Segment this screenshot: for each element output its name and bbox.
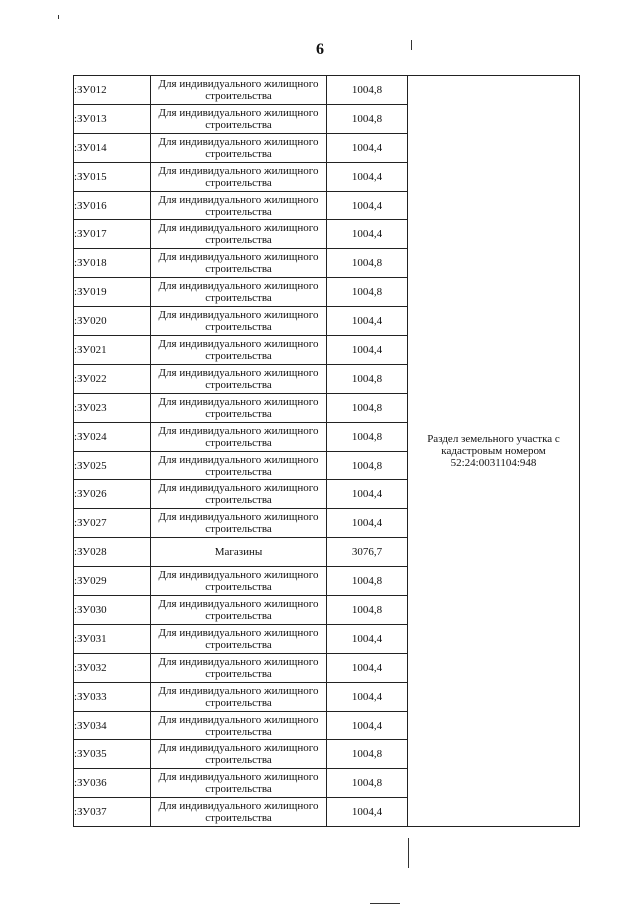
plot-id-cell: :ЗУ015 xyxy=(74,162,151,191)
area-cell: 1004,4 xyxy=(327,307,408,336)
land-use-cell: Для индивидуального жилищного строительства xyxy=(151,596,327,625)
plot-id-cell: :ЗУ016 xyxy=(74,191,151,220)
land-use-cell: Для индивидуального жилищного строительства xyxy=(151,220,327,249)
page-number: 6 xyxy=(316,41,324,58)
plot-id-cell: :ЗУ017 xyxy=(74,220,151,249)
land-use-cell: Для индивидуального жилищного строительства xyxy=(151,567,327,596)
land-use-cell: Для индивидуального жилищного строительства xyxy=(151,307,327,336)
area-cell: 1004,4 xyxy=(327,336,408,365)
area-cell: 1004,8 xyxy=(327,249,408,278)
plot-id-cell: :ЗУ033 xyxy=(74,682,151,711)
land-use-cell: Для индивидуального жилищного строительства xyxy=(151,191,327,220)
scan-mark xyxy=(408,838,409,868)
plot-id-cell: :ЗУ026 xyxy=(74,480,151,509)
area-cell: 1004,4 xyxy=(327,191,408,220)
land-use-cell: Для индивидуального жилищного строительства xyxy=(151,480,327,509)
land-use-cell: Для индивидуального жилищного строительства xyxy=(151,653,327,682)
area-cell: 1004,4 xyxy=(327,653,408,682)
scan-mark xyxy=(58,15,59,19)
scan-mark xyxy=(370,903,400,904)
area-cell: 1004,8 xyxy=(327,76,408,105)
table-body xyxy=(74,76,580,827)
area-cell: 1004,8 xyxy=(327,596,408,625)
plot-id-cell: :ЗУ020 xyxy=(74,307,151,336)
plot-id-cell: :ЗУ024 xyxy=(74,422,151,451)
plot-id-cell: :ЗУ030 xyxy=(74,596,151,625)
land-use-cell: Для индивидуального жилищного строительства xyxy=(151,393,327,422)
land-use-cell: Магазины xyxy=(151,538,327,567)
plot-id-cell: :ЗУ021 xyxy=(74,336,151,365)
area-cell: 1004,8 xyxy=(327,278,408,307)
plot-id-cell: :ЗУ037 xyxy=(74,798,151,827)
area-cell: 1004,4 xyxy=(327,509,408,538)
plot-id-cell: :ЗУ027 xyxy=(74,509,151,538)
plot-id-cell: :ЗУ035 xyxy=(74,740,151,769)
plot-id-cell: :ЗУ022 xyxy=(74,364,151,393)
table-row xyxy=(74,76,580,105)
land-use-cell: Для индивидуального жилищного строительства xyxy=(151,711,327,740)
parcel-note-cell: Раздел земельного участка с кадастровым номером 52:24:0031104:948 xyxy=(408,76,580,827)
area-cell: 1004,8 xyxy=(327,422,408,451)
land-use-cell: Для индивидуального жилищного строительства xyxy=(151,278,327,307)
plot-id-cell: :ЗУ023 xyxy=(74,393,151,422)
land-use-cell: Для индивидуального жилищного строительства xyxy=(151,624,327,653)
land-use-cell: Для индивидуального жилищного строительства xyxy=(151,104,327,133)
area-cell: 1004,4 xyxy=(327,480,408,509)
plot-id-cell: :ЗУ018 xyxy=(74,249,151,278)
plot-id-cell: :ЗУ031 xyxy=(74,624,151,653)
area-cell: 1004,8 xyxy=(327,567,408,596)
area-cell: 1004,4 xyxy=(327,711,408,740)
land-use-cell: Для индивидуального жилищного строительства xyxy=(151,364,327,393)
land-use-cell: Для индивидуального жилищного строительства xyxy=(151,682,327,711)
area-cell: 1004,8 xyxy=(327,393,408,422)
plot-id-cell: :ЗУ025 xyxy=(74,451,151,480)
land-use-cell: Для индивидуального жилищного строительства xyxy=(151,451,327,480)
land-use-cell: Для индивидуального жилищного строительства xyxy=(151,769,327,798)
area-cell: 1004,8 xyxy=(327,740,408,769)
area-cell: 1004,4 xyxy=(327,162,408,191)
land-use-cell: Для индивидуального жилищного строительства xyxy=(151,509,327,538)
plot-id-cell: :ЗУ012 xyxy=(74,76,151,105)
area-cell: 3076,7 xyxy=(327,538,408,567)
plot-id-cell: :ЗУ014 xyxy=(74,133,151,162)
land-use-cell: Для индивидуального жилищного строительства xyxy=(151,336,327,365)
plot-id-cell: :ЗУ034 xyxy=(74,711,151,740)
land-use-cell: Для индивидуального жилищного строительства xyxy=(151,249,327,278)
area-cell: 1004,4 xyxy=(327,624,408,653)
plot-id-cell: :ЗУ036 xyxy=(74,769,151,798)
land-use-cell: Для индивидуального жилищного строительства xyxy=(151,740,327,769)
area-cell: 1004,8 xyxy=(327,451,408,480)
land-use-cell: Для индивидуального жилищного строительства xyxy=(151,162,327,191)
scan-mark xyxy=(411,40,412,50)
area-cell: 1004,4 xyxy=(327,798,408,827)
land-plots-table xyxy=(73,75,580,827)
plot-id-cell: :ЗУ032 xyxy=(74,653,151,682)
land-use-cell: Для индивидуального жилищного строительства xyxy=(151,798,327,827)
area-cell: 1004,4 xyxy=(327,133,408,162)
area-cell: 1004,8 xyxy=(327,104,408,133)
plot-id-cell: :ЗУ013 xyxy=(74,104,151,133)
land-use-cell: Для индивидуального жилищного строительства xyxy=(151,422,327,451)
area-cell: 1004,8 xyxy=(327,769,408,798)
land-use-cell: Для индивидуального жилищного строительства xyxy=(151,133,327,162)
area-cell: 1004,4 xyxy=(327,220,408,249)
plot-id-cell: :ЗУ029 xyxy=(74,567,151,596)
plot-id-cell: :ЗУ028 xyxy=(74,538,151,567)
land-use-cell: Для индивидуального жилищного строительства xyxy=(151,76,327,105)
plot-id-cell: :ЗУ019 xyxy=(74,278,151,307)
area-cell: 1004,8 xyxy=(327,364,408,393)
area-cell: 1004,4 xyxy=(327,682,408,711)
